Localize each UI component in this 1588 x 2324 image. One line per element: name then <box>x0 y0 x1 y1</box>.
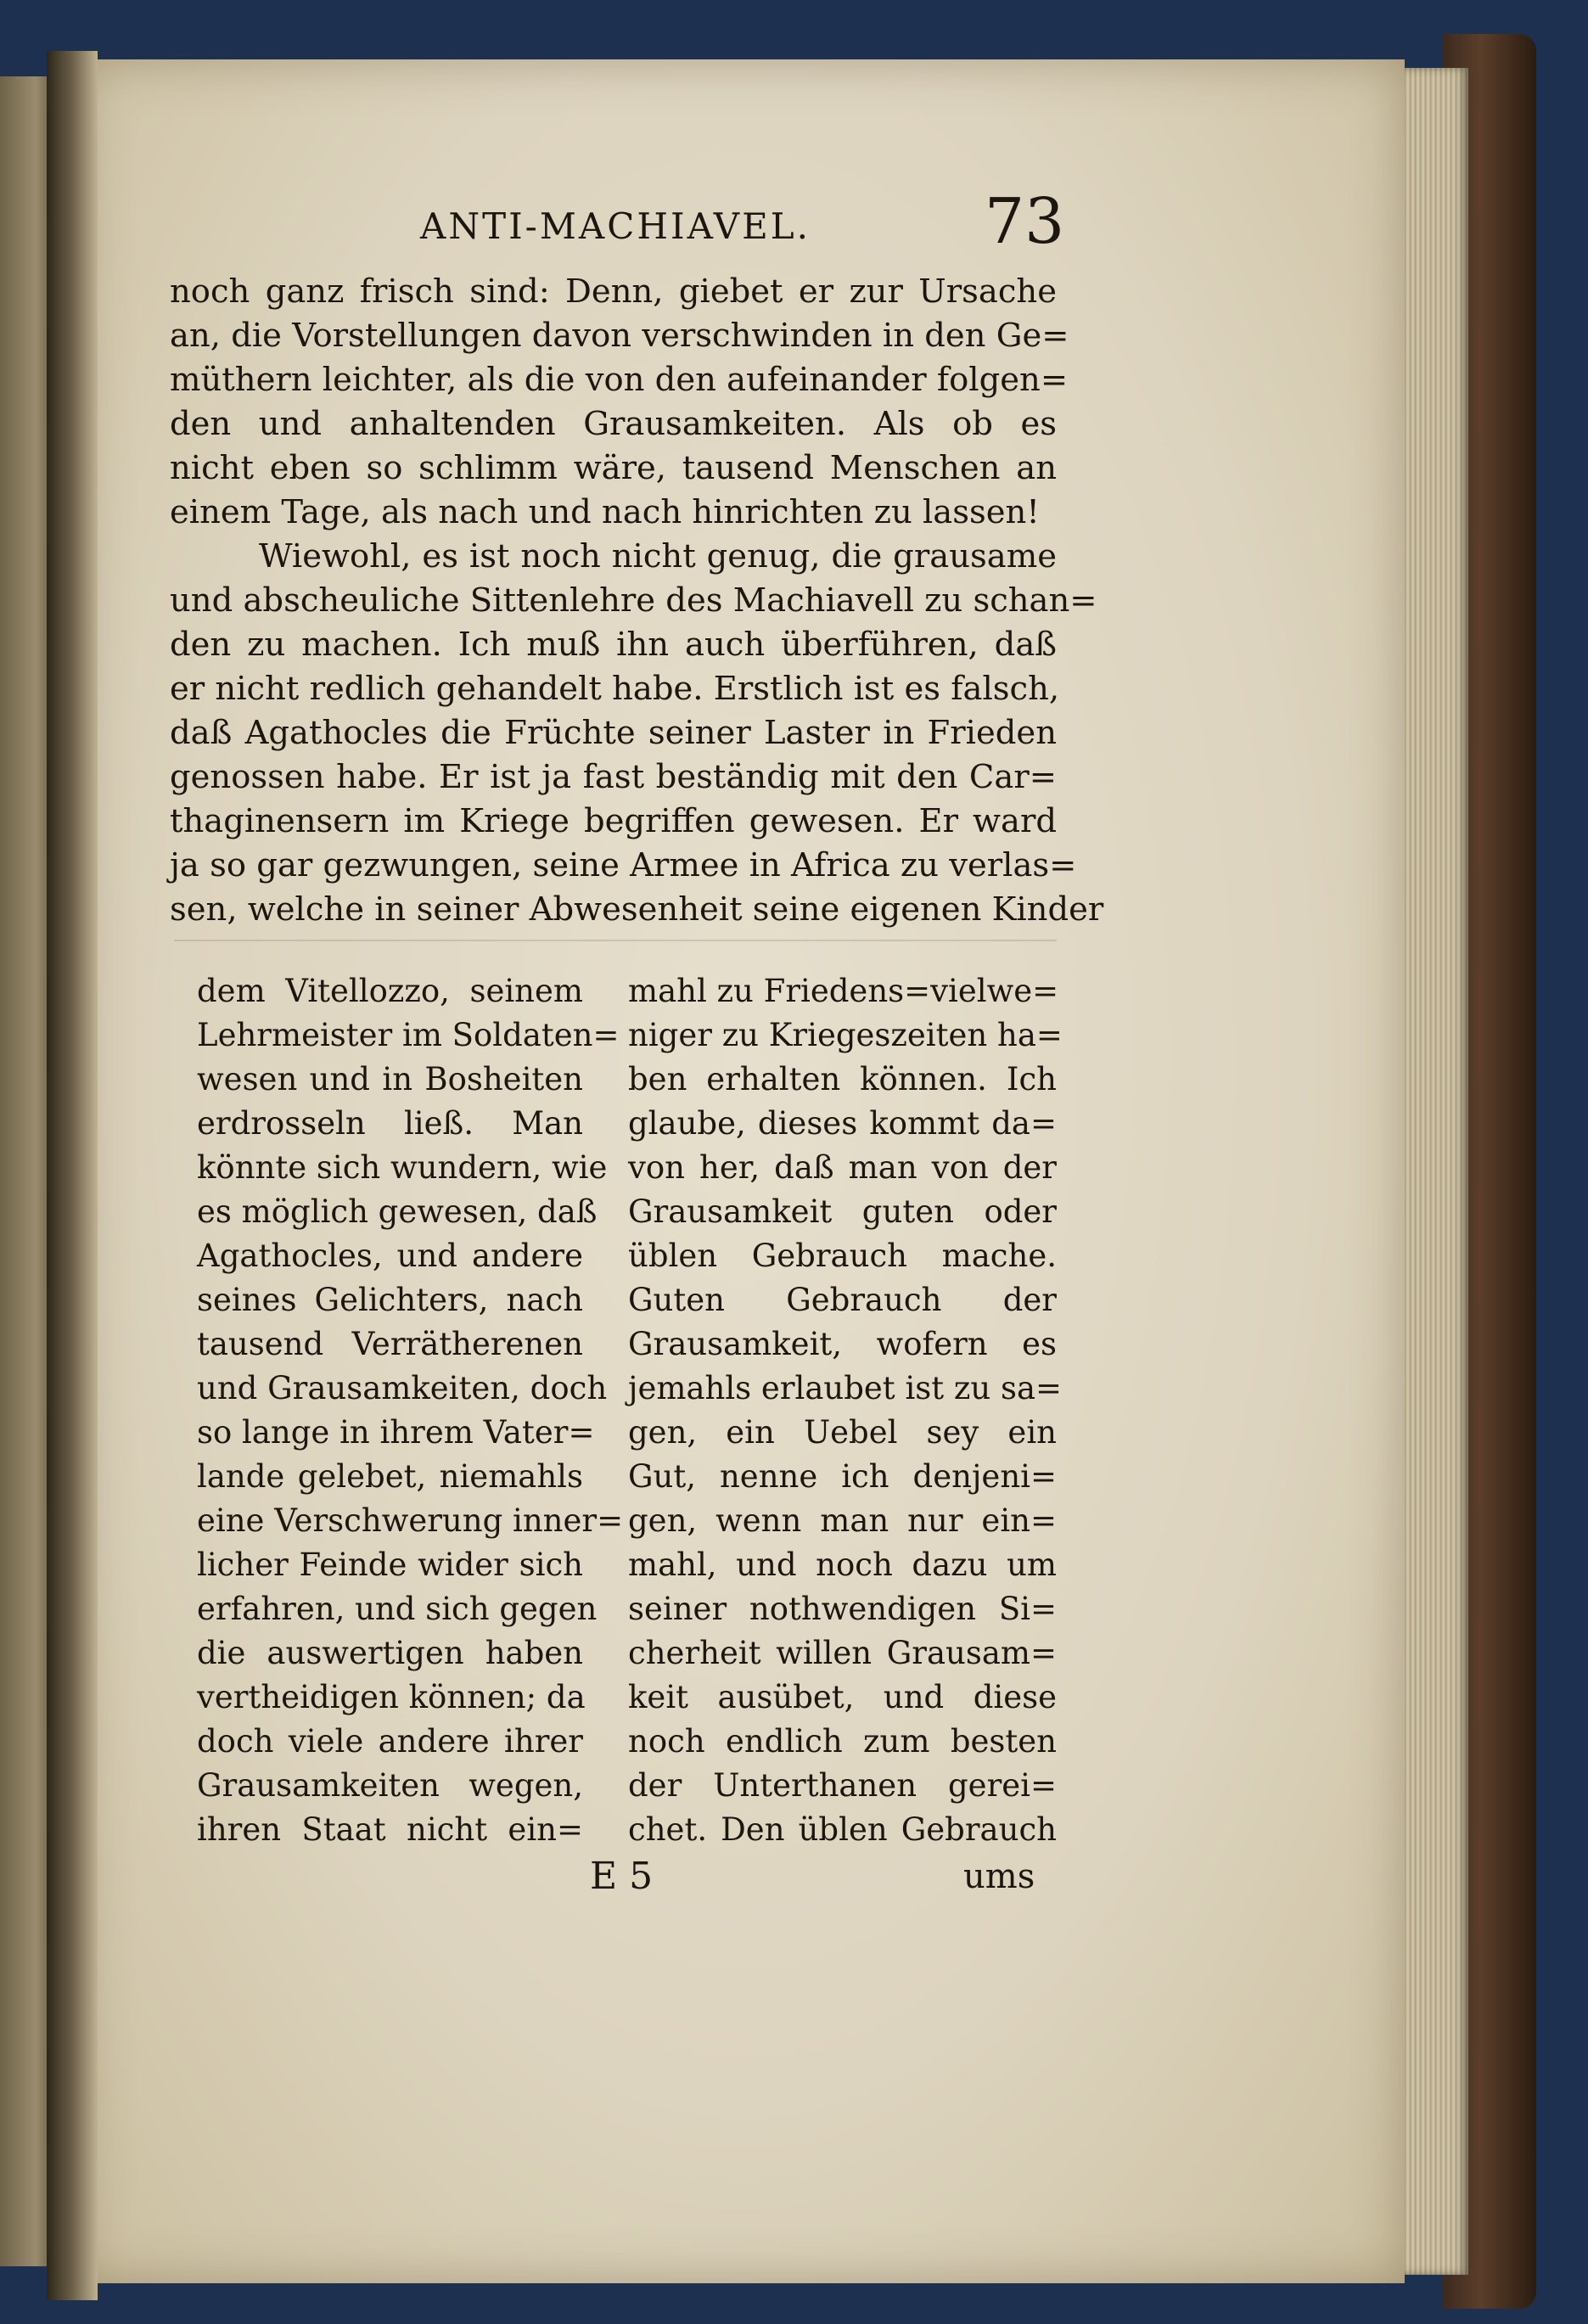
main-text-line: nicht eben so schlimm wäre, tausend Menschen an <box>170 449 1057 487</box>
footnote-line: könnte sich wundern, wie <box>197 1149 608 1186</box>
footnote-line: seines Gelichters, nach <box>197 1282 583 1318</box>
main-text-line: noch ganz frisch sind: Denn, giebet er zur Ursache <box>170 272 1057 311</box>
main-text-line: einem Tage, als nach und nach hinrichten zu lassen! <box>170 493 1040 531</box>
main-text-line: Wiewohl, es ist noch nicht genug, die grausame <box>259 537 1057 575</box>
footnote-line: mahl zu Friedens=vielwe= <box>628 973 1059 1009</box>
main-text-line: daß Agathocles die Früchte seiner Laster in Frieden <box>170 714 1057 752</box>
footnote-line: tausend Verrätherenen <box>197 1326 583 1362</box>
footnote-line: wesen und in Bosheiten <box>197 1061 583 1097</box>
signature-mark: E 5 <box>590 1855 654 1898</box>
footnote-line: üblen Gebrauch mache. <box>628 1238 1057 1274</box>
footnote-line: ihren Staat nicht ein= <box>197 1811 583 1848</box>
footnote-column-right <box>628 969 1063 1852</box>
footnote-line: erdrosseln ließ. Man <box>197 1105 583 1142</box>
footnote-line: mahl, und noch dazu um <box>628 1547 1057 1583</box>
main-text-line: genossen habe. Er ist ja fast beständig mit den Car= <box>170 758 1057 796</box>
footnote-line: die auswertigen haben <box>197 1635 583 1671</box>
book-gutter <box>47 51 98 2300</box>
footnote-line: vertheidigen können; da <box>197 1679 586 1715</box>
main-text-line: ja so gar gezwungen, seine Armee in Africa zu verlas= <box>170 846 1077 884</box>
page-number: 73 <box>985 185 1065 258</box>
footnote-line: cherheit willen Grausam= <box>628 1635 1057 1671</box>
footnote-line: und Grausamkeiten, doch <box>197 1370 608 1406</box>
footnote-divider <box>174 940 1057 941</box>
footnote-line: es möglich gewesen, daß <box>197 1193 598 1230</box>
main-text-line: den zu machen. Ich muß ihn auch überführen, daß <box>170 626 1057 664</box>
main-text-line: thaginensern im Kriege begriffen gewesen. Er ward <box>170 802 1057 840</box>
footnote-line: Agathocles, und andere <box>197 1238 583 1274</box>
footnote-line: doch viele andere ihrer <box>197 1723 583 1760</box>
footnote-line: licher Feinde wider sich <box>197 1547 583 1583</box>
footnote-line: Guten Gebrauch der <box>628 1282 1057 1318</box>
footnote-line: so lange in ihrem Vater= <box>197 1414 595 1451</box>
running-header: ANTI-MACHIAVEL. <box>420 205 811 247</box>
main-text-line: und abscheuliche Sittenlehre des Machiavell zu schan= <box>170 581 1097 620</box>
footnote-line: lande gelebet, niemahls <box>197 1458 583 1495</box>
footnote-line: erfahren, und sich gegen <box>197 1591 598 1627</box>
footnote-line: seiner nothwendigen Si= <box>628 1591 1057 1627</box>
footnote-line: dem Vitellozzo, seinem <box>197 973 583 1009</box>
footnote-line: eine Verschwerung inner= <box>197 1502 624 1539</box>
footnote-line: ben erhalten können. Ich <box>628 1061 1057 1097</box>
footnote-line: Grausamkeiten wegen, <box>197 1767 583 1804</box>
footnote-line: Grausamkeit guten oder <box>628 1193 1057 1230</box>
footnote-line: der Unterthanen gerei= <box>628 1767 1057 1804</box>
footnote-line: glaube, dieses kommt da= <box>628 1105 1057 1142</box>
footnote-line: chet. Den üblen Gebrauch <box>628 1811 1057 1848</box>
footnote-line: gen, wenn man nur ein= <box>628 1502 1057 1539</box>
footnote-line: von her, daß man von der <box>628 1149 1057 1186</box>
footnote-line: gen, ein Uebel sey ein <box>628 1414 1057 1451</box>
footnote-line: Grausamkeit, wofern es <box>628 1326 1057 1362</box>
footnote-line: jemahls erlaubet ist zu sa= <box>628 1370 1063 1406</box>
main-text-line: an, die Vorstellungen davon verschwinden in den Ge= <box>170 317 1069 355</box>
footnote-column-left <box>197 969 624 1852</box>
main-text-line: den und anhaltenden Grausamkeiten. Als ob es <box>170 405 1057 443</box>
footnote-line: noch endlich zum besten <box>628 1723 1057 1760</box>
footnote-line: Gut, nenne ich denjeni= <box>628 1458 1057 1495</box>
footnote-line: Lehrmeister im Soldaten= <box>197 1017 620 1053</box>
main-text-line: er nicht redlich gehandelt habe. Erstlich ist es falsch, <box>170 670 1060 708</box>
catchword: ums <box>963 1857 1035 1896</box>
footnote-line: keit ausübet, und diese <box>628 1679 1057 1715</box>
main-text-line: sen, welche in seiner Abwesenheit seine eigenen Kinder <box>170 890 1104 929</box>
footnote-line: niger zu Kriegeszeiten ha= <box>628 1017 1063 1053</box>
main-text-line: müthern leichter, als die von den aufeinander folgen= <box>170 361 1069 399</box>
